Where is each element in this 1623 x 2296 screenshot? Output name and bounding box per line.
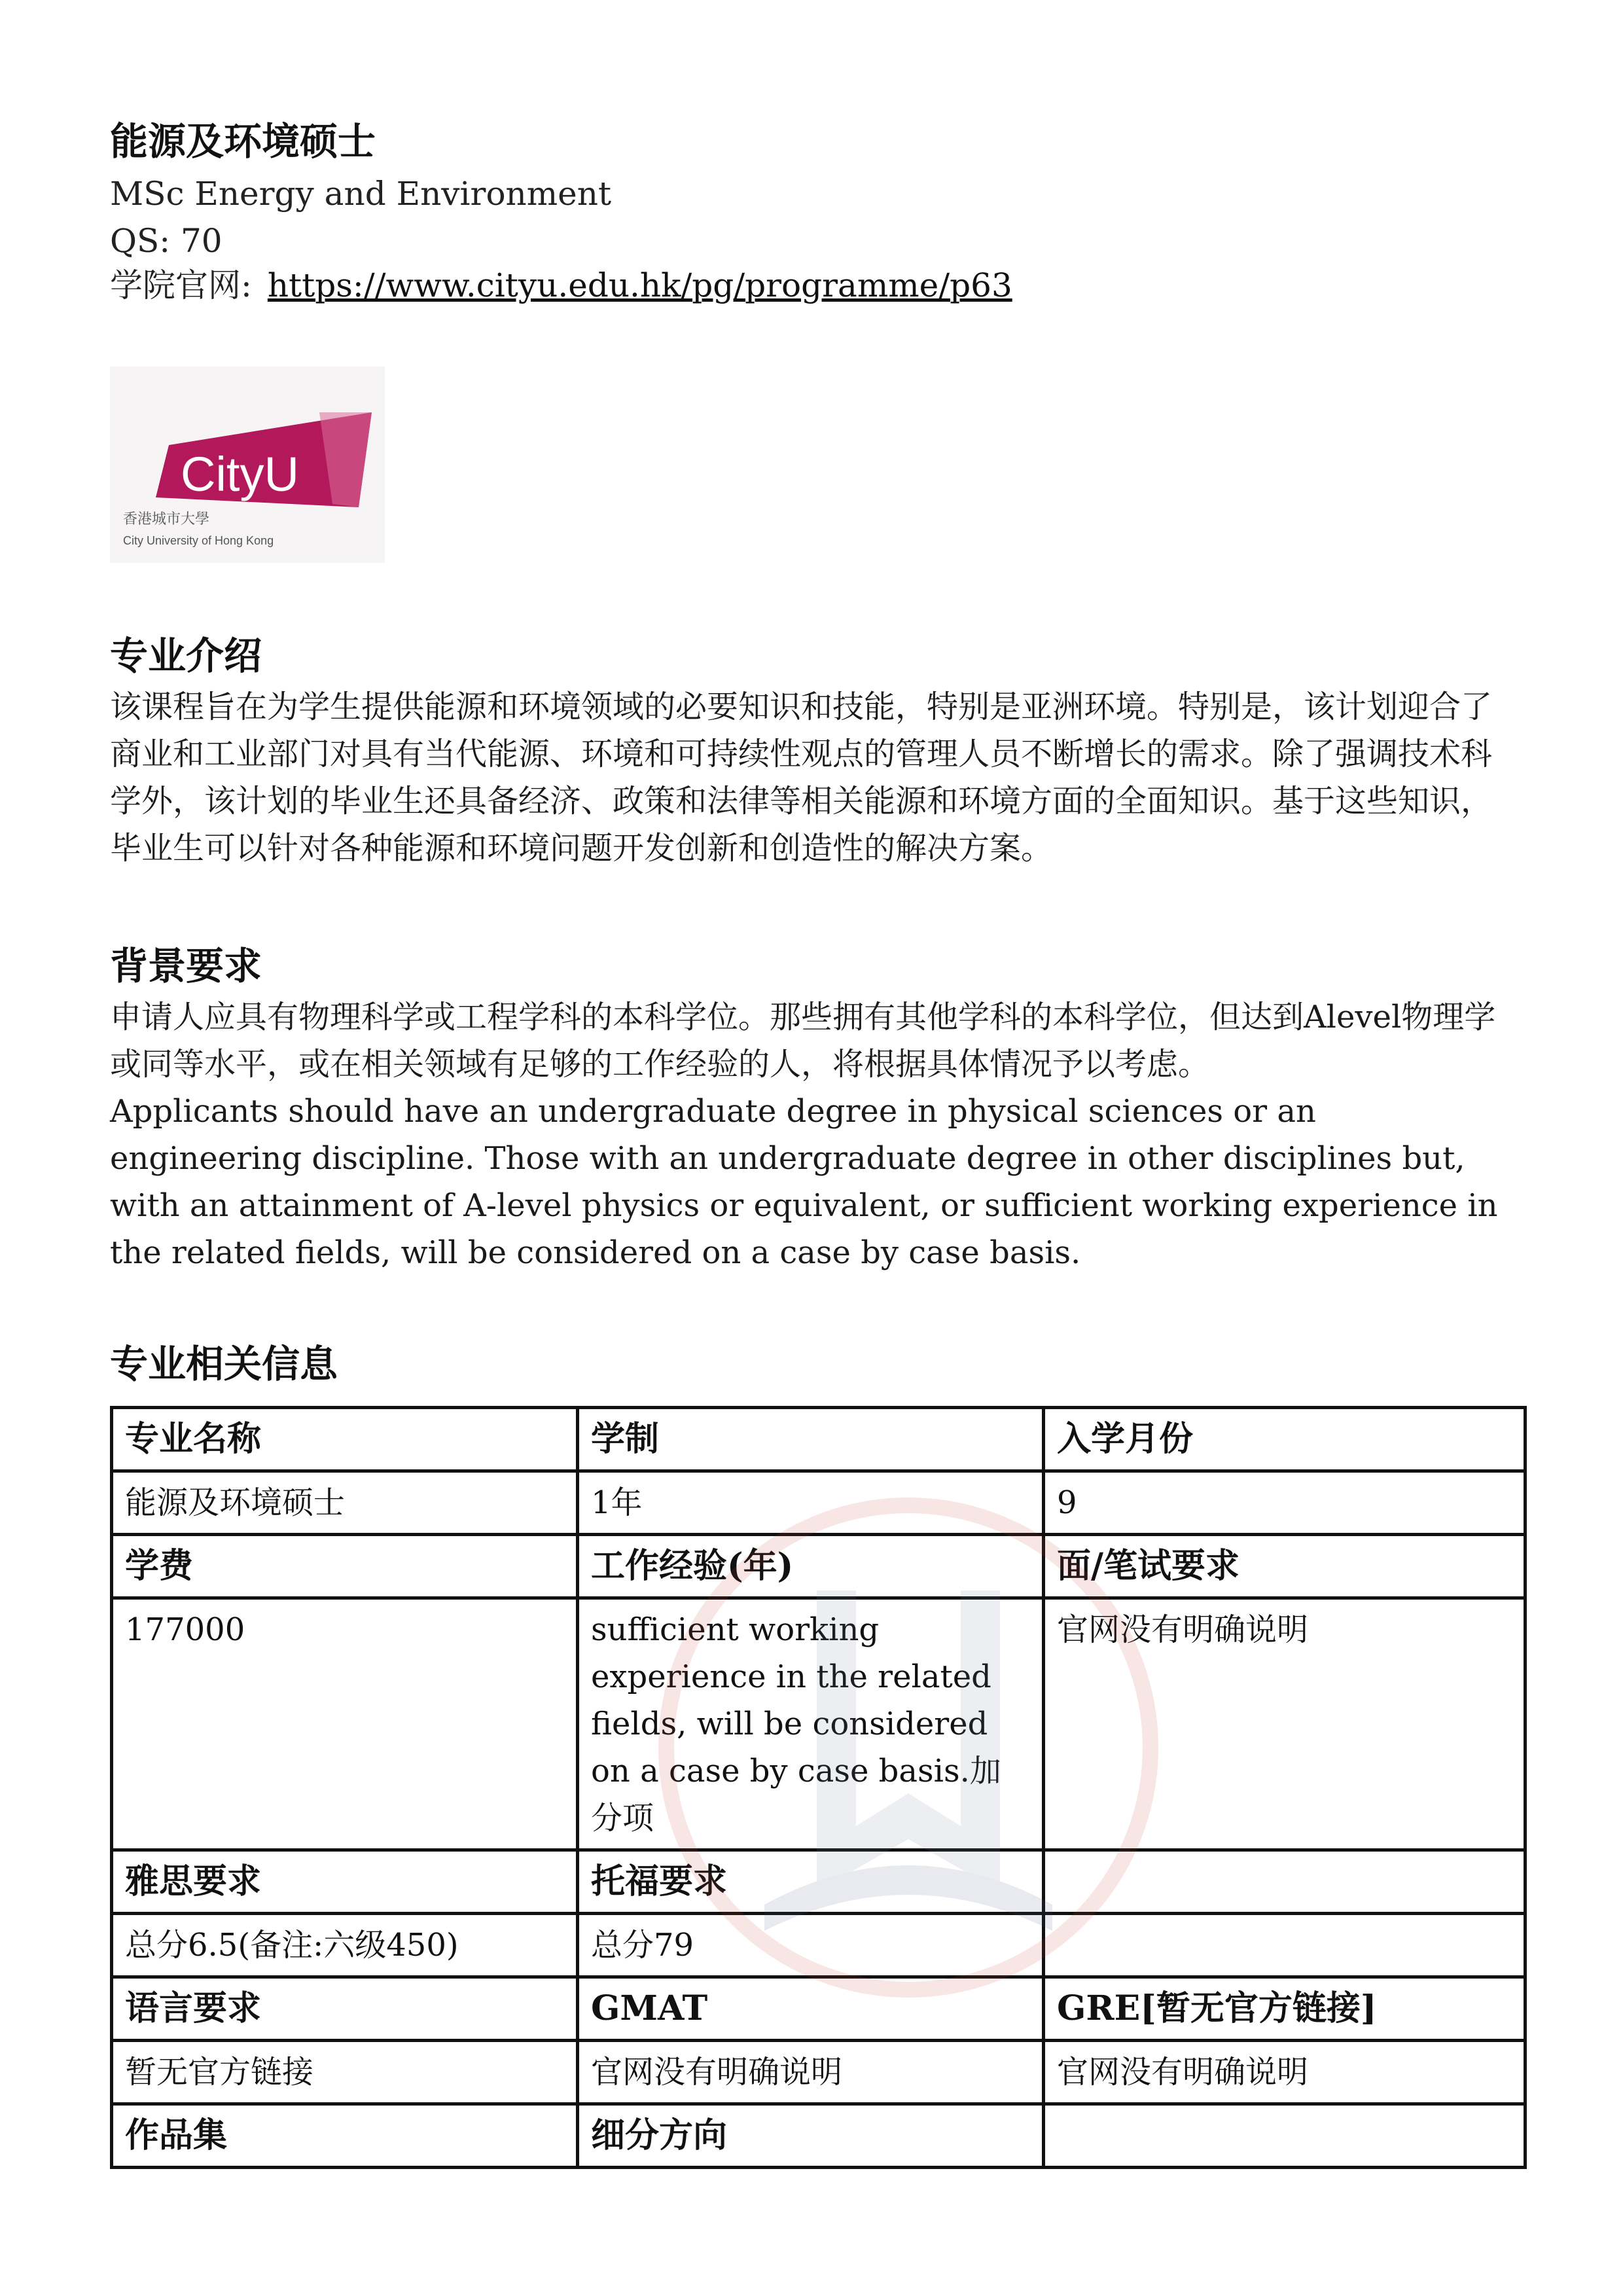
watermark-book-shape [817,1590,1000,1892]
background-text-cn: 申请人应具有物理科学或工程学科的本科学位。那些拥有其他学科的本科学位，但达到Alevel物理学或同等水平，或在相关领域有足够的工作经验的人，将根据具体情况予以考虑。 [110,999,1496,1083]
table-row [112,2104,1525,2168]
logo-en-name: City University of Hong Kong [123,534,274,547]
info-heading: 专业相关信息 [110,1342,338,1386]
table-cell: 177000 [112,1598,578,1850]
table-row [112,2041,1525,2104]
logo-cn-name: 香港城市大學 [123,511,210,528]
intro-paragraph [110,683,1517,872]
table-cell: 暂无官方链接 [112,2041,578,2104]
table-header-cell: 面/笔试要求 [1044,1535,1525,1598]
logo-brand-text: CityU [181,447,299,501]
table-header-cell [1044,2104,1525,2168]
intro-heading: 专业介绍 [110,634,262,678]
table-header-cell: 语言要求 [112,1977,578,2041]
background-heading: 背景要求 [110,944,262,988]
table-cell: 能源及环境硕士 [112,1471,578,1535]
official-site-label: 学院官网: [110,266,252,304]
table-header-cell: GMAT [578,1977,1044,2041]
table-row [112,1408,1525,1471]
table-cell: 9 [1044,1471,1525,1535]
page-title: 能源及环境硕士 [110,119,376,164]
table-header-cell: 工作经验(年) [578,1535,1044,1598]
table-cell: 1年 [578,1471,1044,1535]
table-header-cell: 专业名称 [112,1408,578,1471]
watermark-emblem [647,1486,1170,2009]
table-header-cell: 作品集 [112,2104,578,2168]
programme-english-name: MSc Energy and Environment [110,175,612,213]
watermark-open-book [764,1865,1052,1931]
table-cell: sufficient working experience in the related fields, will be considered on a case by case basis.加分项 [578,1598,1044,1850]
background-text-en: Applicants should have an undergraduate degree in physical sciences or an engineering discipline. Those with an undergraduate degree in other disciplines but, with an attainment of A-level physics or equivalent, or sufficient working experience in the related fields, will be considered on a case by case basis. [110,1093,1498,1271]
qs-ranking: QS: 70 [110,222,223,260]
cityu-logo [110,367,385,563]
table-header-cell: 入学月份 [1044,1408,1525,1471]
table-cell: 总分6.5(备注:六级450) [112,1914,578,1977]
background-paragraph [110,994,1517,1276]
table-header-cell: 学制 [578,1408,1044,1471]
watermark-ring [666,1505,1150,1990]
table-header-cell: 托福要求 [578,1850,1044,1914]
table-header-cell: GRE[暂无官方链接] [1044,1977,1525,2041]
table-cell: 总分79 [578,1914,1044,1977]
official-site-link[interactable]: https://www.cityu.edu.hk/pg/programme/p63 [267,266,1012,304]
intro-text: 该课程旨在为学生提供能源和环境领域的必要知识和技能，特别是亚洲环境。特别是，该计划迎合了商业和工业部门对具有当代能源、环境和可持续性观点的管理人员不断增长的需求。除了强调技术科学外，该计划的毕业生还具备经济、政策和法律等相关能源和环境方面的全面知识。基于这些知识，毕业生可以针对各种能源和环境问题开发创新和创造性的解决方案。 [110,689,1493,867]
table-cell: 官网没有明确说明 [578,2041,1044,2104]
table-header-cell: 细分方向 [578,2104,1044,2168]
table-header-cell: 学费 [112,1535,578,1598]
table-header-cell: 雅思要求 [112,1850,578,1914]
table-cell: 官网没有明确说明 [1044,2041,1525,2104]
table-cell: 官网没有明确说明 [1044,1598,1525,1850]
official-site-row [110,262,1012,309]
